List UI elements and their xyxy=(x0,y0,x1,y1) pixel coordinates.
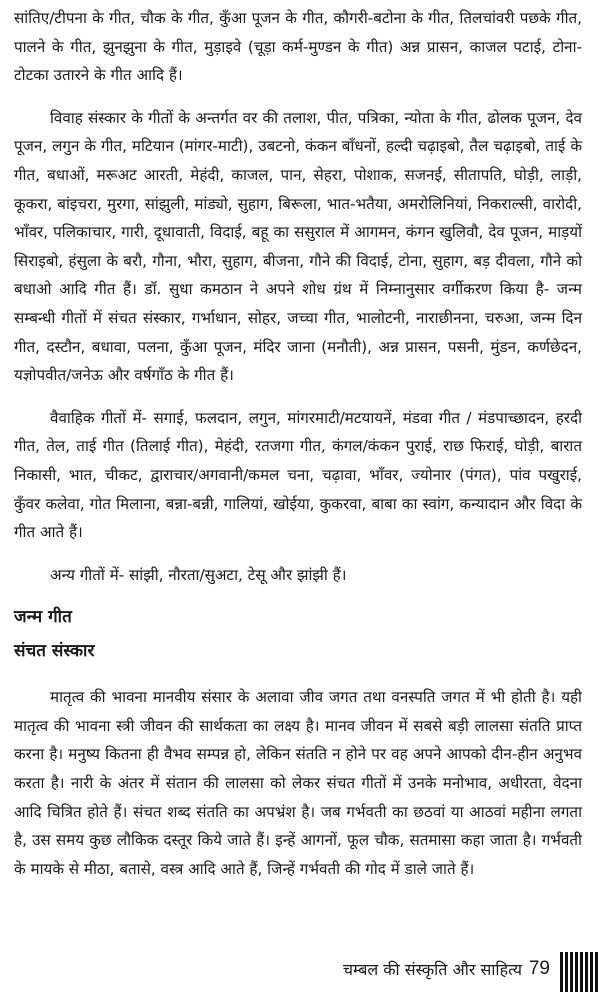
footer-book-title: चम्बल की संस्कृति और साहित्य xyxy=(342,960,522,979)
page-content xyxy=(14,4,582,897)
subsection-heading: संचत संस्कार xyxy=(14,641,95,662)
paragraph-3: वैवाहिक गीतों में- सगाई, फलदान, लगुन, मांगरमाटी/मटयायनें, मंडवा गीत / मंडपाच्छादन, हरदी गीत, तेल, ताई गीत (तिलाई गीत), मेहंदी, रतजगा गीत, कंगल/कंकन पुराई, राछ फिराई, घोड़ी, बारात निकासी, भात, चीकट, द्वाराचार/अगवानी/कमल चना, चढ़ावा, भाँवर, ज्योनार (पंगत), पांव पखुराई, कुँवर कलेवा, गोत मिलाना, बन्ना-बन्नी, गालियां, खोईया, कुकरवा, बाबा का स्वांग, कन्यादान और विदा के गीत आते हैं। xyxy=(14,408,582,542)
page-footer xyxy=(0,952,600,992)
page-number: 79 xyxy=(528,958,550,979)
paragraph-4: अन्य गीतों में- सांझी, नौरता/सुअटा, टेसू और झांझी हैं। xyxy=(50,565,347,584)
paragraph-2: विवाह संस्कार के गीतों के अन्तर्गत वर की तलाश, पीत, पत्रिका, न्योता के गीत, ढोलक पूजन, देव पूजन, लगुन के गीत, मटियान (मांगर-माटी), उबटनो, कंकन बाँधनों, हल्दी चढ़ाइबो, तैल चढ़ाइबो, ताई के गीत, बधाओं, मरूअट आरती, मेहंदी, काजल, पान, सेहरा, पोशाक, सजनई, सीतापति, घोड़ी, लाड़ी, कूकरा, बांइचरा, मुरगा, सांझुली, मांड्यो, सुहाग, बिरूला, भात-भतैया, अमरोलिनियां, निकराल्सी, वारोदी, भाँवर, पलिकाचार, गारी, दूधावाती, विदाई, बहू का ससुराल में आगमन, कंगन खुलिवौ, देव पूजन, माड़यों सिराइबो, हंसुला के बरौ, गौना, भौरा, सुहाग, बीजना, गौने की विदाई, टोना, सुहाग, बड़ दीवला, गौने को बधाओ आदि गीत हैं। डॉ. सुधा कमठान ने अपने शोध ग्रंथ में निम्नानुसार वर्गीकरण किया है- जन्म सम्बन्धी गीतों में संचत संस्कार, गर्भाधान, सोहर, जच्चा गीत, भालोटनी, नाराछीनना, चरुआ, जन्म दिन गीत, दस्टौन, बधावा, पलना, कुँआ पूजन, मंदिर जाना (मनौती), अन्न प्रासन, पसनी, मुंडन, कर्णछेदन, यज्ञोपवीत/जनेऊ और वर्षगाँठ के गीत हैं। xyxy=(14,108,582,385)
paragraph-5: मातृत्व की भावना मानवीय संसार के अलावा जीव जगत तथा वनस्पति जगत में भी होती है। यही मातृत्व की भावना स्त्री जीवन की सार्थकता का लक्ष्य है। मानव जीवन में सबसे बड़ी लालसा संतति प्राप्त करना है। मनुष्य कितना ही वैभव सम्पन्न हो, लेकिन संतति न होने पर वह अपने आपको दीन-हीन अनुभव करता है। नारी के अंतर में संतान की लालसा को लेकर संचत गीतों में उनके मनोभाव, अधीरता, वेदना आदि चित्रित होते हैं। संचत शब्द संतति का अपभ्रंश है। जब गर्भवती का छठवां या आठवां महीना लगता है, उस समय कुछ लौकिक दस्तूर किये जाते हैं। इन्हें आगनों, फूल चौक, सतमासा कहा जाता है। गर्भवती के मायके से मीठा, बतासे, वस्त्र आदि आते हैं, जिन्हें गर्भवती की गोद में डाले जाते हैं। xyxy=(14,688,582,878)
thumb-index-bars xyxy=(560,952,600,992)
paragraph-1: सांतिए/टीपना के गीत, चौक के गीत, कुँआ पूजन के गीत, कौगरी-बटोना के गीत, तिलचांवरी पछके गीत, पालने के गीत, झुनझुना के गीत, मुड़ाइवे (चूड़ा कर्म-मुण्डन के गीत) अन्न प्रासन, काजल पटाई, टोना-टोटका उतारने के गीत आदि हैं। xyxy=(14,9,582,85)
section-heading: जन्म गीत xyxy=(14,607,72,628)
